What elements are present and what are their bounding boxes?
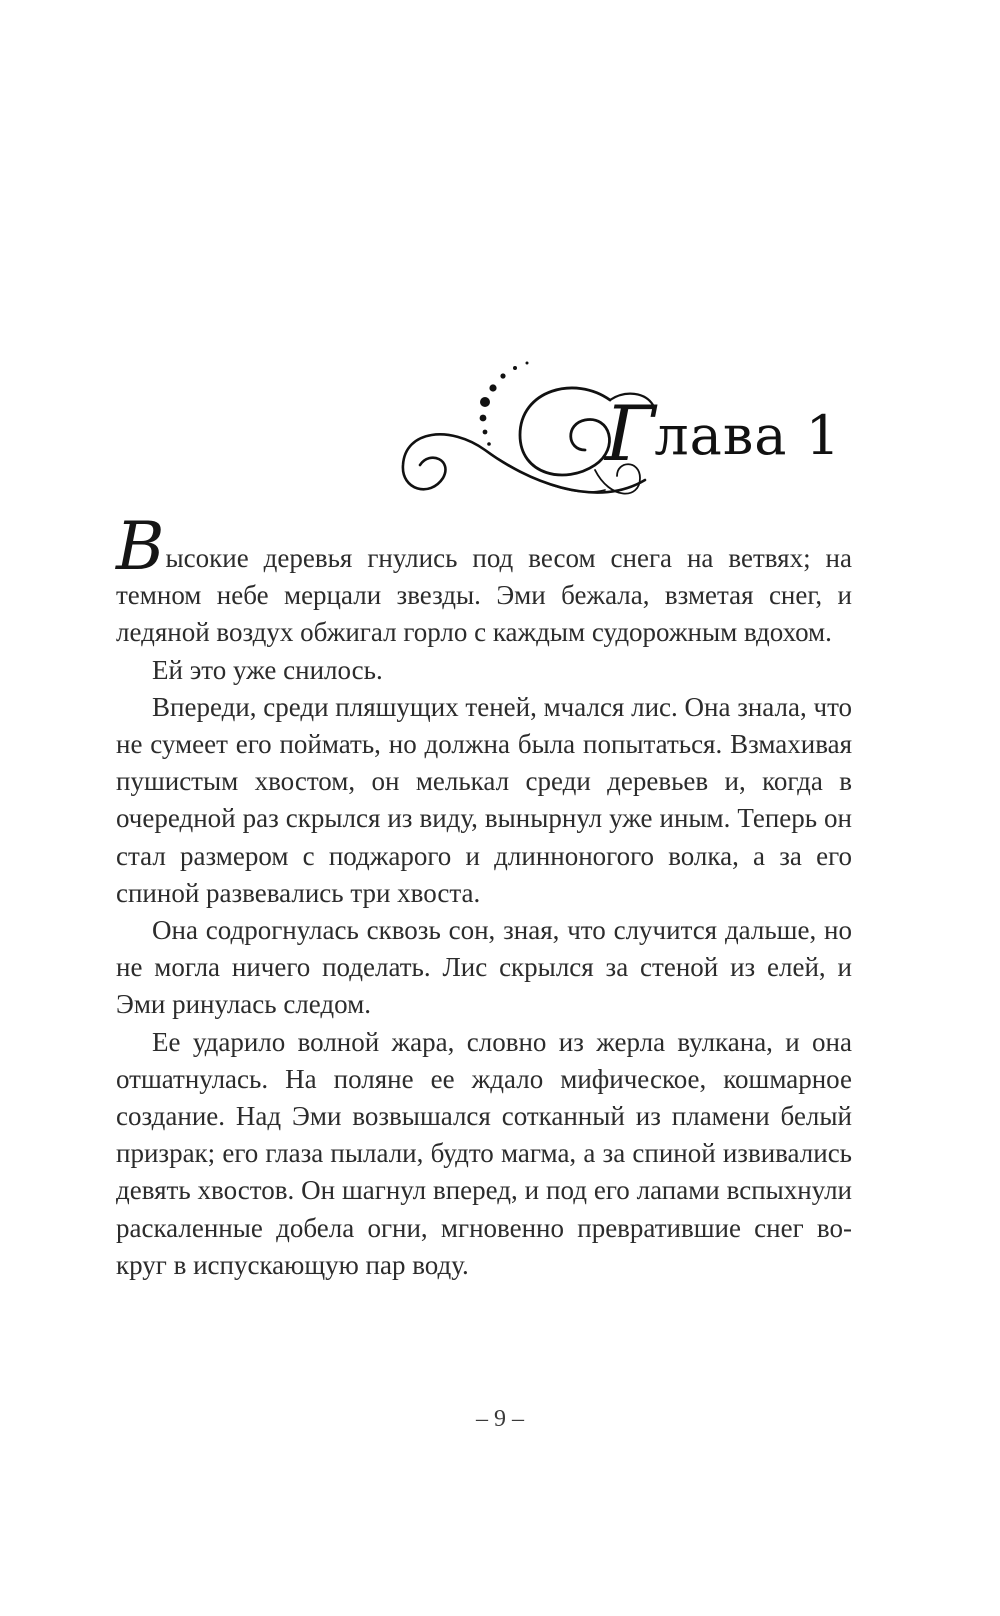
paragraph-2: Ей это уже снилось.	[152, 654, 383, 685]
chapter-text	[116, 508, 853, 1284]
paragraph-3: Впереди, среди пляшущих теней, мчался лис. Она знала, что не сумеет его поймать, но должна была попытаться. Взмахивая пушистым хвостом, он мелькал среди деревьев и, когда в очередной раз скрылся из виду, вынырнул уже иным. Теперь он стал размером с поджарого и длинноногого волка, а за его спиной развевались три хвоста.	[116, 691, 853, 908]
page-number: – 9 –	[476, 1406, 524, 1432]
paragraph-1	[116, 508, 852, 652]
paragraph-4: Она содрогнулась сквозь сон, зная, что случится дальше, но не могла ничего поделать. Лис скрылся за стеной из елей, и Эми ринулась следом.	[116, 915, 852, 1020]
drop-cap: В	[116, 508, 165, 585]
paragraph-1-text: ысокие деревья гнулись под весом снега на ветвях; на темном небе мерцали звезды. Эми бежала, взметая снег, и ледяной воздух обжигал горло с каждым судорожным вдохом.	[116, 543, 852, 648]
chapter-title-initial: Г	[605, 389, 657, 478]
chapter-title	[605, 389, 841, 478]
chapter-heading	[395, 360, 841, 520]
paragraph-5: Ее ударило волной жара, словно из жерла вулкана, и она отшатнулась. На поляне ее ждало мифическое, кошмарное создание. Над Эми возвышался сотканный из пламени белый призрак; его глаза пылали, будто магма, а за спиной извивались девять хвостов. Он шагнул вперед, и под его лапами вспыхнули раскаленные добела огни, мгновенно превратившие снег вокруг в испускающую пар воду.	[116, 1026, 852, 1280]
chapter-title-text: лава 1	[654, 404, 841, 467]
